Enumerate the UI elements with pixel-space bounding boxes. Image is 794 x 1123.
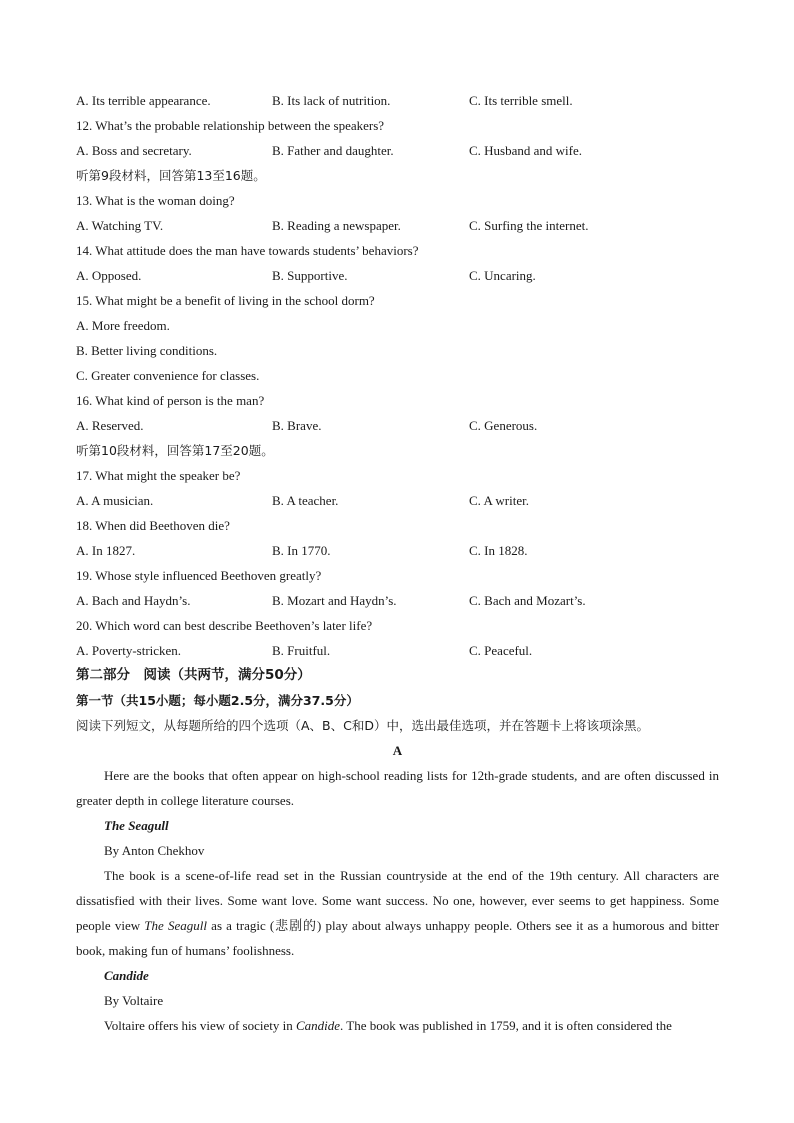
book-title-inline: Candide — [295, 1018, 341, 1033]
option-b[interactable]: B. Better living conditions. — [76, 343, 218, 358]
option-c[interactable]: C. Husband and wife. — [469, 143, 583, 158]
option-c[interactable]: C. Generous. — [469, 418, 538, 433]
question-15: 15. What might be a benefit of living in the school dorm? — [76, 293, 375, 308]
option-a[interactable]: A. Watching TV. — [76, 218, 164, 233]
option-c[interactable]: C. Its terrible smell. — [469, 93, 573, 108]
book-author: By Anton Chekhov — [104, 843, 205, 858]
option-b[interactable]: B. Reading a newspaper. — [272, 218, 401, 233]
text-segment: Voltaire offers his view of society in — [104, 1018, 296, 1033]
q16-options — [76, 413, 719, 438]
question-13: 13. What is the woman doing? — [76, 193, 235, 208]
question-14: 14. What attitude does the man have towards students’ behaviors? — [76, 243, 419, 258]
q17-options — [76, 488, 719, 513]
option-c[interactable]: C. Peaceful. — [469, 643, 533, 658]
question-18: 18. When did Beethoven die? — [76, 518, 230, 533]
book-description — [76, 1013, 719, 1038]
option-b[interactable]: B. Brave. — [272, 418, 322, 433]
option-a[interactable]: A. In 1827. — [76, 543, 136, 558]
instruction-section-9: 听第9段材料，回答第13至16题。 — [76, 168, 266, 183]
book-author: By Voltaire — [104, 993, 164, 1008]
book-title-inline: The Seagull — [144, 918, 207, 933]
text-segment: as a tragic (悲剧的) play about always unhappy people. Others see it as a humorous and bitter book, making fun of humans’ foolishness. — [76, 918, 720, 958]
option-b[interactable]: B. Supportive. — [272, 268, 348, 283]
option-a[interactable]: A. Bach and Haydn’s. — [76, 593, 191, 608]
option-a[interactable]: A. Its terrible appearance. — [76, 93, 211, 108]
q20-options — [76, 638, 719, 663]
exam-page — [76, 88, 719, 1038]
text-segment: The book is a scene-of-life read set in the Russian countryside at the end of the 19th century. All characters are dissatisfied with their lives. Some want love. Some want success. No one, however, ever seems to get happiness. Some people view — [76, 868, 719, 933]
passage-label: A — [392, 743, 403, 758]
option-c[interactable]: C. Greater convenience for classes. — [76, 368, 260, 383]
text-segment: . The book was published in 1759, and it is often considered the — [340, 1018, 672, 1033]
q14-options — [76, 263, 719, 288]
instruction-section-10: 听第10段材料，回答第17至20题。 — [76, 443, 274, 458]
option-c[interactable]: C. In 1828. — [469, 543, 528, 558]
option-c[interactable]: C. Surfing the internet. — [469, 218, 589, 233]
option-b[interactable]: B. Its lack of nutrition. — [272, 93, 391, 108]
question-12: 12. What’s the probable relationship between the speakers? — [76, 118, 385, 133]
option-b[interactable]: B. Father and daughter. — [272, 143, 394, 158]
question-16: 16. What kind of person is the man? — [76, 393, 265, 408]
option-c[interactable]: C. Bach and Mozart’s. — [469, 593, 586, 608]
book-title: The Seagull — [104, 818, 169, 833]
option-a[interactable]: A. More freedom. — [76, 318, 170, 333]
part-two-heading: 第二部分 阅读（共两节，满分50分） — [76, 667, 311, 683]
option-a[interactable]: A. Boss and secretary. — [76, 143, 192, 158]
option-c[interactable]: C. A writer. — [469, 493, 529, 508]
q13-options — [76, 213, 719, 238]
q18-options — [76, 538, 719, 563]
option-a[interactable]: A. Opposed. — [76, 268, 142, 283]
option-b[interactable]: B. Fruitful. — [272, 643, 331, 658]
option-a[interactable]: A. Reserved. — [76, 418, 144, 433]
option-b[interactable]: B. In 1770. — [272, 543, 331, 558]
q11-options — [76, 88, 719, 113]
book-description — [76, 863, 719, 963]
book-title: Candide — [104, 968, 149, 983]
question-17: 17. What might the speaker be? — [76, 468, 241, 483]
option-a[interactable]: A. Poverty-stricken. — [76, 643, 182, 658]
q12-options — [76, 138, 719, 163]
option-b[interactable]: B. Mozart and Haydn’s. — [272, 593, 397, 608]
reading-instruction: 阅读下列短文，从每题所给的四个选项（A、B、C和D）中，选出最佳选项，并在答题卡上将该项涂黑。 — [76, 718, 649, 733]
question-20: 20. Which word can best describe Beethoven’s later life? — [76, 618, 373, 633]
section-one-heading: 第一节（共15小题；每小题2.5分，满分37.5分） — [76, 693, 359, 708]
option-a[interactable]: A. A musician. — [76, 493, 154, 508]
option-c[interactable]: C. Uncaring. — [469, 268, 536, 283]
q19-options — [76, 588, 719, 613]
question-19: 19. Whose style influenced Beethoven greatly? — [76, 568, 322, 583]
intro-paragraph: Here are the books that often appear on high-school reading lists for 12th-grade students, and are often discussed in greater depth in college literature courses. — [76, 768, 719, 808]
option-b[interactable]: B. A teacher. — [272, 493, 339, 508]
